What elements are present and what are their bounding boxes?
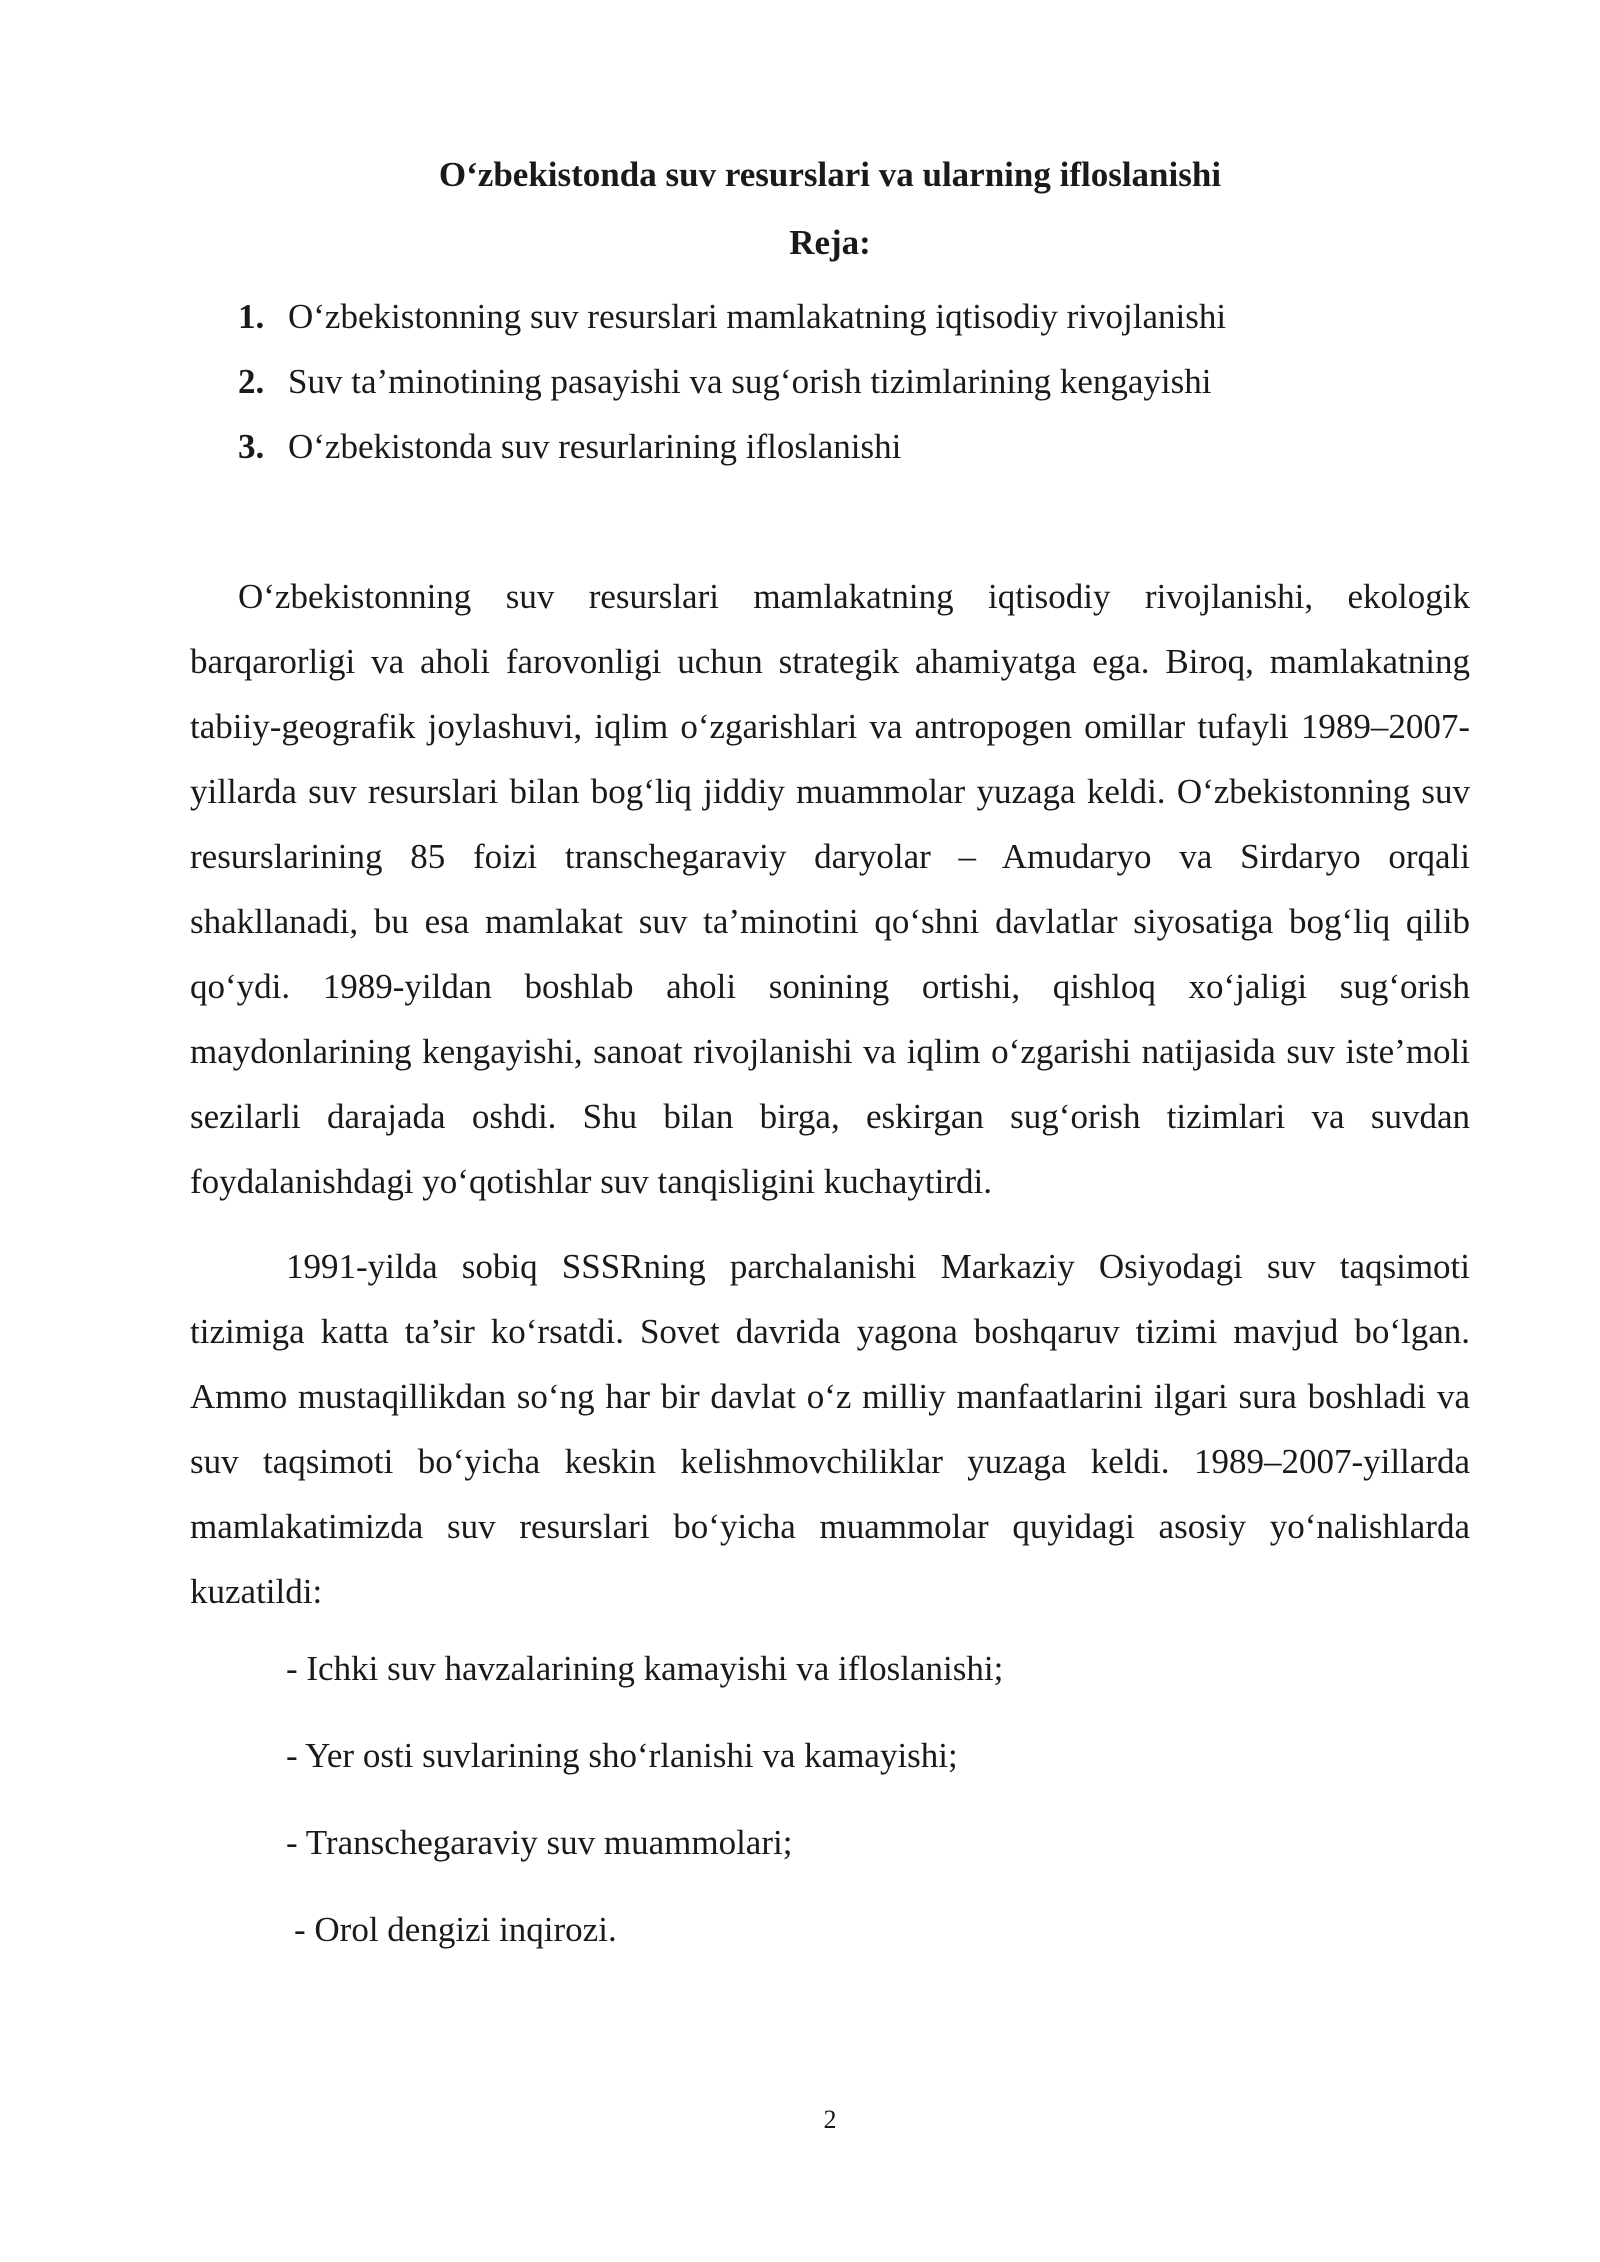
plan-item-text: Suv ta’minotining pasayishi va sug‘orish tizimlarining kengayishi xyxy=(288,362,1212,401)
plan-item xyxy=(238,284,1226,349)
plan-item-number: 1. xyxy=(238,297,265,336)
plan-item xyxy=(238,414,1226,479)
body-paragraph: 1991-yilda sobiq SSSRning parchalanishi Markaziy Osiyodagi suv taqsimoti tizimiga katta ta’sir ko‘rsatdi. Sovet davrida yagona boshqaruv tizimi mavjud bo‘lgan. Ammo mustaqillikdan so‘ng har bir davlat o‘z milliy manfaatlarini ilgari sura boshladi va suv taqsimoti bo‘yicha keskin kelishmovchiliklar yuzaga keldi. 1989–2007-yillarda mamlakatimizda suv resurslari bo‘yicha muammolar quyidagi asosiy yo‘nalishlarda kuzatildi: xyxy=(190,1247,1470,1611)
body-paragraph: O‘zbekistonning suv resurslari mamlakatning iqtisodiy rivojlanishi, ekologik barqarorligi va aholi farovonligi uchun strategik ahamiyatga ega. Biroq, mamlakatning tabiiy-geografik joylashuvi, iqlim o‘zgarishlari va antropogen omillar tufayli 1989–2007-yillarda suv resurslari bilan bog‘liq jiddiy muammolar yuzaga keldi. O‘zbekistonning suv resurslarining 85 foizi transchegaraviy daryolar – Amudaryo va Sirdaryo orqali shakllanadi, bu esa mamlakat suv ta’minotini qo‘shni davlatlar siyosatiga bog‘liq qilib qo‘ydi. 1989-yildan boshlab aholi sonining ortishi, qishloq xo‘jaligi sug‘orish maydonlarining kengayishi, sanoat rivojlanishi va iqlim o‘zgarishi natijasida suv iste’moli sezilarli darajada oshdi. Shu bilan birga, eskirgan sug‘orish tizimlari va suvdan foydalanishdagi yo‘qotishlar suv tanqisligini kuchaytirdi. xyxy=(190,577,1470,1201)
plan-item-text: O‘zbekistonning suv resurslari mamlakatning iqtisodiy rivojlanishi xyxy=(288,297,1227,336)
document-title: O‘zbekistonda suv resurslari va ularning ifloslanishi xyxy=(438,155,1222,194)
plan-item-number: 3. xyxy=(238,427,265,466)
body-text xyxy=(190,564,1470,1992)
page-number: 2 xyxy=(823,2105,837,2134)
plan-item-number: 2. xyxy=(238,362,265,401)
plan-item-text: O‘zbekistonda suv resurlarining ifloslanishi xyxy=(288,427,902,466)
problem-list-item: - Transchegaraviy suv muammolari; xyxy=(286,1823,793,1862)
problem-list-item: - Yer osti suvlarining sho‘rlanishi va kamayishi; xyxy=(286,1736,958,1775)
plan-item xyxy=(238,349,1226,414)
plan-list xyxy=(238,284,1226,479)
problem-list-item: - Orol dengizi inqirozi. xyxy=(294,1910,617,1949)
problem-list-item: - Ichki suv havzalarining kamayishi va ifloslanishi; xyxy=(286,1649,1004,1688)
problem-list xyxy=(190,1644,1470,1955)
plan-heading: Reja: xyxy=(789,223,871,262)
